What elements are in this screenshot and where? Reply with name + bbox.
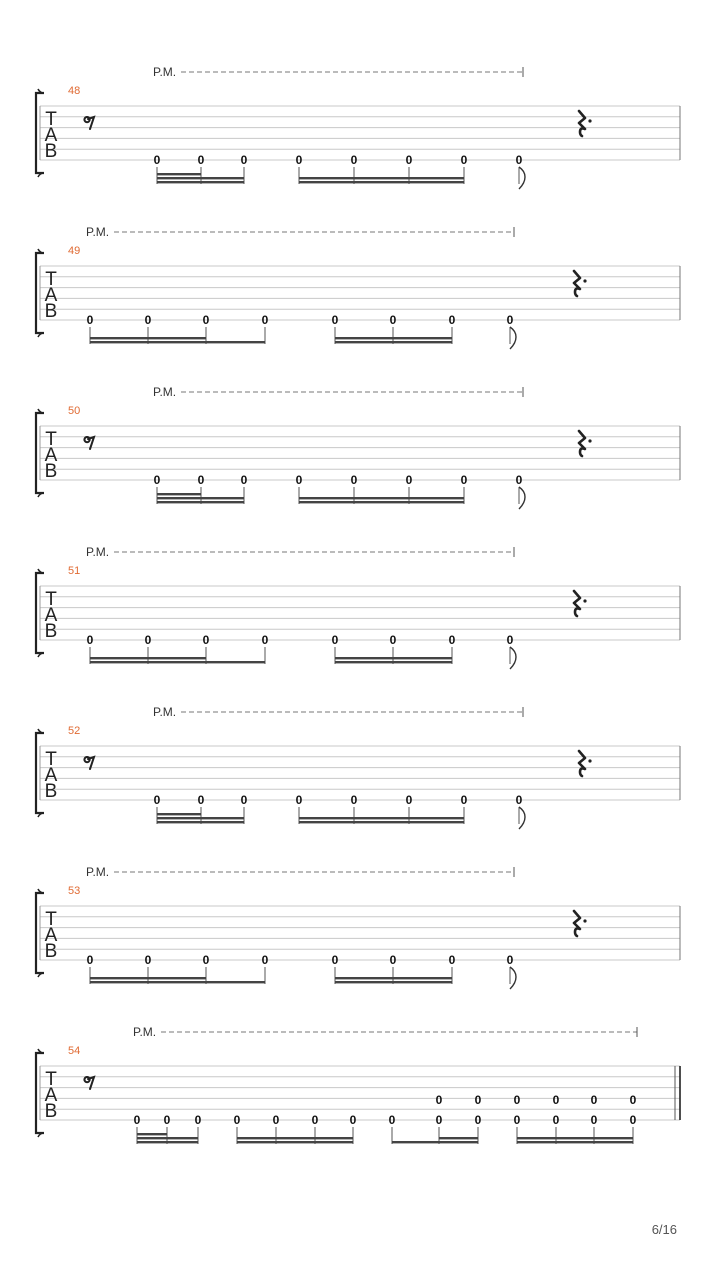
quarter-rest bbox=[579, 751, 585, 776]
fret-number: 0 bbox=[513, 1113, 521, 1127]
fret-number: 0 bbox=[590, 1093, 598, 1107]
fret-number: 0 bbox=[513, 1093, 521, 1107]
fret-number: 0 bbox=[515, 473, 523, 487]
beam bbox=[90, 661, 265, 663]
fret-number: 0 bbox=[153, 153, 161, 167]
beam-secondary bbox=[237, 1137, 353, 1139]
tab-clef-letter: A bbox=[44, 285, 58, 306]
fret-number: 0 bbox=[350, 473, 358, 487]
beam-secondary bbox=[157, 497, 244, 499]
fret-number: 0 bbox=[144, 633, 152, 647]
beam-secondary bbox=[157, 177, 244, 179]
fret-number: 0 bbox=[515, 153, 523, 167]
palm-mute-label: P.M. bbox=[153, 385, 177, 399]
fret-number: 0 bbox=[331, 633, 339, 647]
fret-number: 0 bbox=[86, 313, 94, 327]
tab-clef-letter: A bbox=[44, 445, 58, 466]
fret-number: 0 bbox=[295, 153, 303, 167]
fret-number: 0 bbox=[388, 1113, 396, 1127]
beam bbox=[157, 181, 244, 183]
palm-mute-label: P.M. bbox=[86, 865, 110, 879]
beam-secondary bbox=[299, 817, 464, 819]
tab-clef-letter: B bbox=[44, 1101, 58, 1122]
tab-clef-letter: A bbox=[44, 125, 58, 146]
rest-dot bbox=[588, 759, 591, 762]
fret-number: 0 bbox=[163, 1113, 171, 1127]
fret-number: 0 bbox=[153, 793, 161, 807]
tab-clef-letter: B bbox=[44, 941, 58, 962]
page-number: 6/16 bbox=[651, 1222, 677, 1237]
fret-number: 0 bbox=[272, 1113, 280, 1127]
beam bbox=[299, 181, 464, 183]
fret-number: 0 bbox=[448, 953, 456, 967]
fret-number: 0 bbox=[389, 313, 397, 327]
fret-number: 0 bbox=[261, 953, 269, 967]
beam-tertiary bbox=[157, 493, 201, 495]
fret-number: 0 bbox=[261, 633, 269, 647]
beam bbox=[90, 981, 265, 983]
beam-secondary bbox=[517, 1137, 633, 1139]
measure-number: 50 bbox=[68, 405, 81, 417]
fret-number: 0 bbox=[474, 1093, 482, 1107]
quarter-rest bbox=[579, 111, 585, 136]
tab-system bbox=[36, 385, 680, 509]
tab-system bbox=[36, 545, 680, 669]
fret-number: 0 bbox=[144, 953, 152, 967]
fret-number: 0 bbox=[389, 953, 397, 967]
fret-number: 0 bbox=[460, 473, 468, 487]
beam-secondary bbox=[299, 497, 464, 499]
fret-number: 0 bbox=[295, 473, 303, 487]
fret-number: 0 bbox=[405, 473, 413, 487]
beam bbox=[335, 661, 452, 663]
tab-clef-letter: B bbox=[44, 141, 58, 162]
palm-mute-label: P.M. bbox=[86, 225, 110, 239]
beam-tertiary bbox=[157, 173, 201, 175]
beam-secondary bbox=[157, 817, 244, 819]
beam bbox=[157, 501, 244, 503]
tab-clef-letter: B bbox=[44, 301, 58, 322]
note-flag bbox=[519, 487, 525, 509]
fret-number: 0 bbox=[197, 473, 205, 487]
bracket-hook bbox=[38, 569, 44, 657]
beam-secondary bbox=[137, 1137, 198, 1139]
fret-number: 0 bbox=[506, 953, 514, 967]
rest-dot bbox=[588, 439, 591, 442]
fret-number: 0 bbox=[197, 153, 205, 167]
fret-number: 0 bbox=[629, 1113, 637, 1127]
quarter-rest bbox=[579, 431, 585, 456]
fret-number: 0 bbox=[448, 313, 456, 327]
fret-number: 0 bbox=[405, 153, 413, 167]
fret-number: 0 bbox=[474, 1113, 482, 1127]
beam bbox=[335, 981, 452, 983]
measure-number: 54 bbox=[68, 1045, 81, 1057]
beam-secondary bbox=[90, 977, 206, 979]
tab-system bbox=[36, 225, 680, 349]
palm-mute-label: P.M. bbox=[153, 705, 177, 719]
quarter-rest bbox=[574, 911, 580, 936]
fret-number: 0 bbox=[144, 313, 152, 327]
beam bbox=[299, 821, 464, 823]
beam bbox=[392, 1141, 478, 1143]
bracket-hook bbox=[38, 729, 44, 817]
beam-secondary bbox=[335, 657, 452, 659]
beam-secondary bbox=[439, 1137, 478, 1139]
rest-dot bbox=[583, 919, 586, 922]
measure-number: 49 bbox=[68, 245, 81, 257]
bracket-hook bbox=[38, 89, 44, 177]
rest-dot bbox=[583, 279, 586, 282]
fret-number: 0 bbox=[506, 313, 514, 327]
beam-tertiary bbox=[137, 1133, 167, 1135]
measure-number: 48 bbox=[68, 85, 81, 97]
fret-number: 0 bbox=[629, 1093, 637, 1107]
quarter-rest bbox=[574, 591, 580, 616]
fret-number: 0 bbox=[460, 153, 468, 167]
bracket-hook bbox=[38, 409, 44, 497]
beam bbox=[137, 1141, 198, 1143]
tab-clef-letter: T bbox=[45, 269, 57, 290]
tab-clef-letter: B bbox=[44, 621, 58, 642]
beam-tertiary bbox=[157, 813, 201, 815]
beam bbox=[299, 501, 464, 503]
fret-number: 0 bbox=[552, 1113, 560, 1127]
fret-number: 0 bbox=[552, 1093, 560, 1107]
bracket-hook bbox=[38, 889, 44, 977]
fret-number: 0 bbox=[349, 1113, 357, 1127]
tab-clef-letter: T bbox=[45, 1069, 57, 1090]
note-flag bbox=[510, 967, 516, 989]
measure-number: 53 bbox=[68, 885, 81, 897]
bracket-hook bbox=[38, 249, 44, 337]
bracket-hook bbox=[38, 1049, 44, 1137]
fret-number: 0 bbox=[133, 1113, 141, 1127]
fret-number: 0 bbox=[331, 313, 339, 327]
tab-clef-letter: B bbox=[44, 781, 58, 802]
tab-system bbox=[36, 1025, 680, 1144]
fret-number: 0 bbox=[202, 633, 210, 647]
note-flag bbox=[510, 327, 516, 349]
beam-secondary bbox=[90, 657, 206, 659]
fret-number: 0 bbox=[506, 633, 514, 647]
fret-number: 0 bbox=[389, 633, 397, 647]
beam bbox=[157, 821, 244, 823]
tab-clef-letter: A bbox=[44, 765, 58, 786]
beam bbox=[237, 1141, 353, 1143]
rest-dot bbox=[588, 119, 591, 122]
fret-number: 0 bbox=[350, 153, 358, 167]
tab-system bbox=[36, 65, 680, 189]
fret-number: 0 bbox=[435, 1093, 443, 1107]
note-flag bbox=[519, 807, 525, 829]
fret-number: 0 bbox=[295, 793, 303, 807]
fret-number: 0 bbox=[202, 953, 210, 967]
beam bbox=[90, 341, 265, 343]
beam bbox=[517, 1141, 633, 1143]
note-flag bbox=[510, 647, 516, 669]
tab-clef-letter: T bbox=[45, 749, 57, 770]
beam-secondary bbox=[299, 177, 464, 179]
fret-number: 0 bbox=[197, 793, 205, 807]
palm-mute-label: P.M. bbox=[133, 1025, 157, 1039]
fret-number: 0 bbox=[194, 1113, 202, 1127]
fret-number: 0 bbox=[240, 793, 248, 807]
fret-number: 0 bbox=[515, 793, 523, 807]
palm-mute-label: P.M. bbox=[153, 65, 177, 79]
fret-number: 0 bbox=[86, 633, 94, 647]
measure-number: 51 bbox=[68, 565, 81, 577]
note-flag bbox=[519, 167, 525, 189]
fret-number: 0 bbox=[233, 1113, 241, 1127]
fret-number: 0 bbox=[590, 1113, 598, 1127]
measure-number: 52 bbox=[68, 725, 81, 737]
fret-number: 0 bbox=[153, 473, 161, 487]
fret-number: 0 bbox=[448, 633, 456, 647]
tab-clef-letter: T bbox=[45, 909, 57, 930]
rest-dot bbox=[583, 599, 586, 602]
beam-secondary bbox=[335, 337, 452, 339]
fret-number: 0 bbox=[405, 793, 413, 807]
tab-clef-letter: A bbox=[44, 1085, 58, 1106]
fret-number: 0 bbox=[331, 953, 339, 967]
tab-system bbox=[36, 865, 680, 989]
fret-number: 0 bbox=[460, 793, 468, 807]
beam-secondary bbox=[335, 977, 452, 979]
tab-clef-letter: A bbox=[44, 605, 58, 626]
tab-clef-letter: B bbox=[44, 461, 58, 482]
tab-clef-letter: T bbox=[45, 109, 57, 130]
beam-secondary bbox=[90, 337, 206, 339]
quarter-rest bbox=[574, 271, 580, 296]
fret-number: 0 bbox=[240, 153, 248, 167]
fret-number: 0 bbox=[240, 473, 248, 487]
palm-mute-label: P.M. bbox=[86, 545, 110, 559]
fret-number: 0 bbox=[202, 313, 210, 327]
tab-clef-letter: T bbox=[45, 429, 57, 450]
tab-clef-letter: A bbox=[44, 925, 58, 946]
fret-number: 0 bbox=[311, 1113, 319, 1127]
fret-number: 0 bbox=[86, 953, 94, 967]
tab-system bbox=[36, 705, 680, 829]
fret-number: 0 bbox=[350, 793, 358, 807]
fret-number: 0 bbox=[435, 1113, 443, 1127]
tab-clef-letter: T bbox=[45, 589, 57, 610]
beam bbox=[335, 341, 452, 343]
fret-number: 0 bbox=[261, 313, 269, 327]
